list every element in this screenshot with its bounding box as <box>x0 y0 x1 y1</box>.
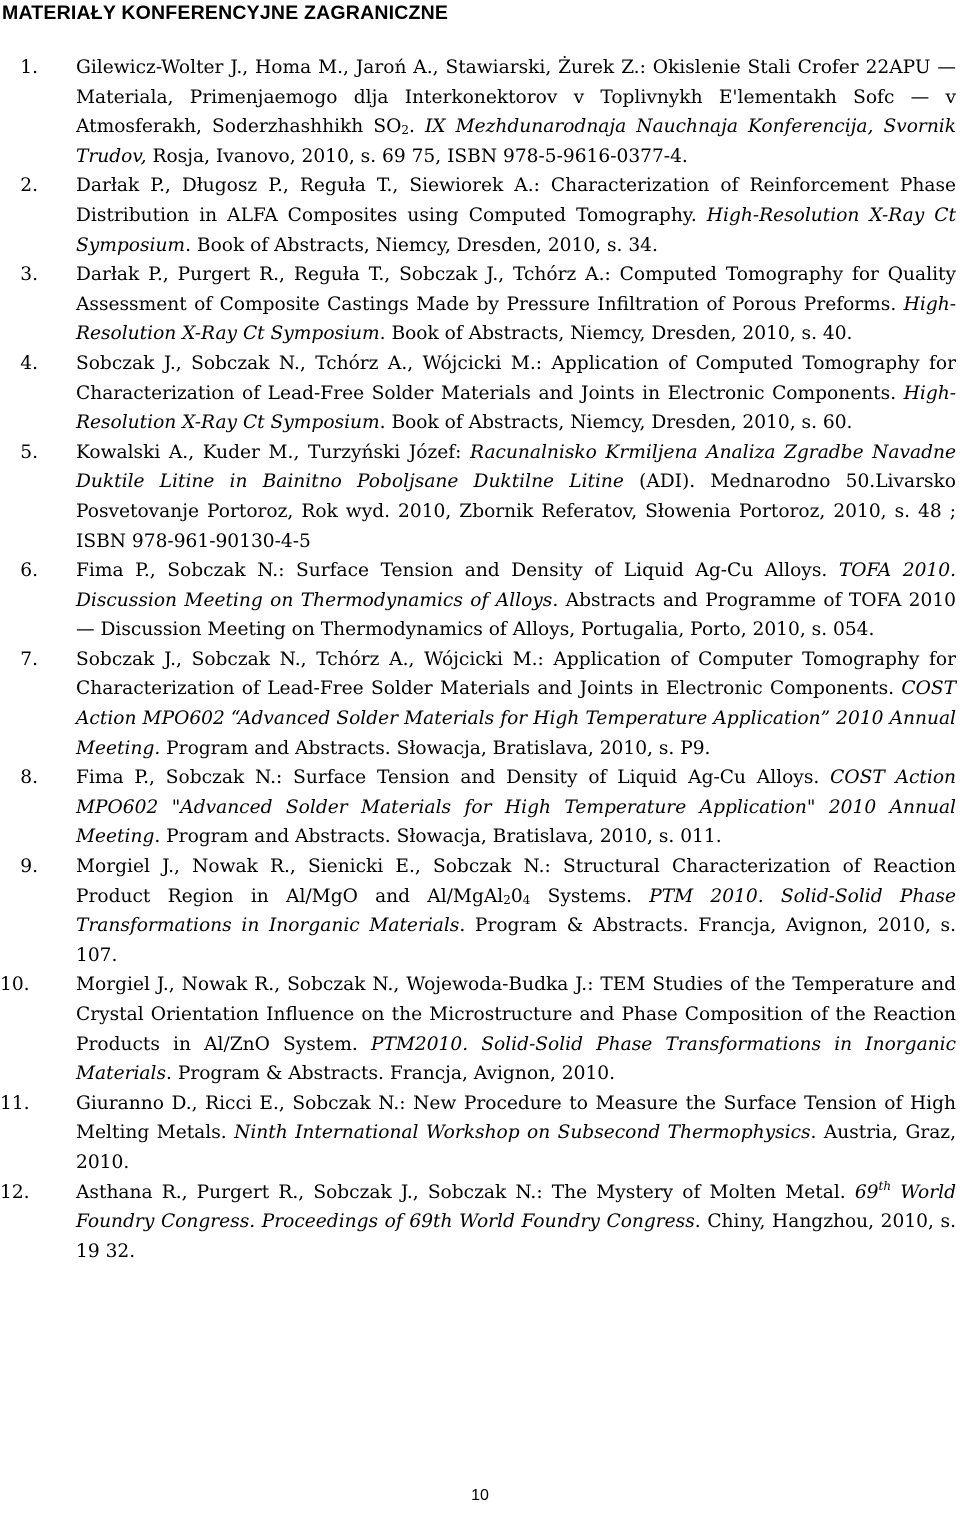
reference-number: 10. <box>0 974 30 996</box>
reference-text-segment: 69 <box>854 1181 879 1203</box>
reference-text-segment: Darłak P., Długosz P., Reguła T., Siewiorek A.: Characterization of Reinforcement Phase Distribution in ALFA Composites using Computed Tomography. <box>76 175 956 226</box>
reference-text-segment: Fima P., Sobczak N.: Surface Tension and Density of Liquid Ag-Cu Alloys. <box>76 767 831 789</box>
reference-text-segment: . Abstracts and Programme of TOFA 2010 — Discussion Meeting on Thermodynamics of Alloys, Portugalia, Porto, 2010, s. 054. <box>76 589 956 641</box>
reference-text-segment: Fima P., Sobczak N.: Surface Tension and Density of Liquid Ag-Cu Alloys. <box>76 560 839 582</box>
reference-text-segment: High-Resolution X-Ray Ct Symposium <box>76 293 956 345</box>
reference-text-segment: Racunalnisko Krmiljena Analiza Zgradbe Navadne Duktile Litine in Bainitno Poboljsane Duktilne Litine <box>76 441 956 493</box>
reference-text <box>76 260 958 349</box>
reference-text-segment: World Foundry Congress. Proceedings of 69th World Foundry Congress <box>76 1181 956 1233</box>
reference-number: 9. <box>20 856 38 878</box>
reference-text-segment: IX Mezhdunarodnaja Nauchnaja Konferencija, Svornik Trudov, <box>76 116 957 167</box>
reference-text <box>76 53 958 171</box>
reference-number: 5. <box>20 441 38 463</box>
reference-item <box>0 970 958 1088</box>
reference-text-segment: Morgiel J., Nowak R., Sobczak N., Wojewoda-Budka J.: TEM Studies of the Temperature and Crystal Orientation Influence on the Microstructure and Phase Composition of the Reaction Products in Al/ZnO System. <box>76 974 956 1055</box>
reference-text-segment: COST Action MPO602 "Advanced Solder Materials for High Temperature Application" 2010 Annual Meeting <box>76 767 956 848</box>
reference-text <box>76 556 958 645</box>
reference-text <box>76 970 958 1088</box>
reference-text-segment: Sobczak J., Sobczak N., Tchórz A., Wójcicki M.: Application of Computed Tomography for Characterization of Lead-Free Solder Materials and Joints in Electronic Components. <box>76 352 956 404</box>
reference-text-segment: 2 <box>401 123 409 138</box>
reference-text-segment: 2 <box>503 892 511 907</box>
reference-text-segment: Kowalski A., Kuder M., Turzyński Józef: <box>76 441 471 463</box>
reference-text-segment: . Program and Abstracts. Słowacja, Bratislava, 2010, s. 011. <box>154 826 722 848</box>
reference-item <box>0 852 958 970</box>
reference-number: 12. <box>0 1181 30 1203</box>
reference-item <box>0 171 958 260</box>
reference-text <box>76 438 958 556</box>
reference-text-segment: Rosja, Ivanovo, 2010, s. 69 75, ISBN 978-5-9616-0377-4. <box>146 145 688 167</box>
reference-number: 11. <box>0 1092 30 1114</box>
reference-text-segment: PTM2010. Solid-Solid Phase Transformations in Inorganic Materials <box>76 1033 956 1085</box>
section-heading: MATERIAŁY KONFERENCYJNE ZAGRANICZNE <box>2 2 449 24</box>
reference-item <box>0 645 958 763</box>
reference-text-segment: 0 <box>510 885 523 907</box>
reference-text <box>76 171 958 260</box>
reference-text <box>76 645 958 763</box>
reference-text-segment: High-Resolution X-Ray Ct Symposium <box>76 382 956 434</box>
reference-text-segment: . Program & Abstracts. Francja, Avignon, 2010, s. 107. <box>76 915 957 966</box>
reference-text-segment: (ADI). Mednarodno 50.Livarsko Posvetovanje Portoroz, Rok wyd. 2010, Zbornik Referatov, Słowenia Portoroz, 2010, s. 48 ; ISBN 978-961-90130-4-5 <box>76 471 956 552</box>
reference-text-segment: Ninth International Workshop on Subsecond Thermophysics <box>234 1122 811 1144</box>
reference-item <box>0 1178 958 1267</box>
reference-text-segment: . Program & Abstracts. Francja, Avignon, 2010. <box>166 1063 616 1085</box>
reference-number: 2. <box>20 175 38 197</box>
reference-item <box>0 556 958 645</box>
reference-item <box>0 260 958 349</box>
reference-number: 4. <box>20 352 38 374</box>
reference-item <box>0 763 958 852</box>
reference-text-segment: . Chiny, Hangzhou, 2010, s. 19 32. <box>76 1211 956 1262</box>
reference-text-segment: High-Resolution X-Ray Ct Symposium <box>76 204 957 256</box>
reference-text-segment: . <box>408 116 425 138</box>
reference-number: 6. <box>20 560 38 582</box>
reference-text-segment: Morgiel J., Nowak R., Sienicki E., Sobczak N.: Structural Characterization of Reaction Product Region in Al/MgO and Al/MgAl <box>76 856 956 907</box>
reference-text-segment: 4 <box>522 892 531 907</box>
reference-list <box>0 53 958 1266</box>
reference-number: 1. <box>20 57 38 78</box>
reference-item <box>0 438 958 556</box>
reference-text <box>76 852 958 970</box>
reference-text-segment: Gilewicz-Wolter J., Homa M., Jaroń A., Stawiarski, Żurek Z.: Okislenie Stali Crofer 22APU — Materiala, Primenjaemogo dlja Interkonektorov v Toplivnykh E'lementakh Sofc — v Atmosferakh, Soderzhashhikh SO <box>76 57 956 138</box>
reference-item <box>0 349 958 438</box>
reference-text-segment: . Book of Abstracts, Niemcy, Dresden, 2010, s. 60. <box>379 412 853 434</box>
reference-text-segment: Darłak P., Purgert R., Reguła T., Sobczak J., Tchórz A.: Computed Tomography for Quality Assessment of Composite Castings Made by Pressure Infiltration of Porous Preforms. <box>76 264 956 315</box>
reference-text-segment: Program and Abstracts. Słowacja, Bratislava, 2010, s. P9. <box>160 737 711 759</box>
reference-text <box>76 1178 958 1267</box>
reference-item <box>0 53 958 171</box>
reference-number: 7. <box>20 648 38 670</box>
reference-text-segment: PTM 2010. Solid-Solid Phase Transformations in Inorganic Materials <box>76 885 956 937</box>
reference-text-segment: . Book of Abstracts, Niemcy, Dresden, 2010, s. 34. <box>185 234 658 256</box>
reference-text-segment: Asthana R., Purgert R., Sobczak J., Sobczak N.: The Mystery of Molten Metal. <box>76 1181 855 1203</box>
reference-text-segment: Systems. <box>530 885 650 907</box>
reference-text-segment: TOFA 2010. Discussion Meeting on Thermodynamics of Alloys <box>76 560 956 611</box>
reference-text-segment: . Austria, Graz, 2010. <box>76 1122 957 1173</box>
reference-text-segment: th <box>878 1178 892 1193</box>
reference-text-segment: Giuranno D., Ricci E., Sobczak N.: New Procedure to Measure the Surface Tension of High Melting Metals. <box>76 1092 956 1144</box>
reference-text <box>76 349 958 438</box>
reference-text-segment: Sobczak J., Sobczak N., Tchórz A., Wójcicki M.: Application of Computer Tomography for Characterization of Lead-Free Solder Materials and Joints in Electronic Components. <box>76 648 956 700</box>
reference-number: 3. <box>20 264 38 286</box>
reference-text <box>76 763 958 852</box>
reference-text-segment: COST Action MPO602 “Advanced Solder Materials for High Temperature Application” 2010 Annual Meeting. <box>76 678 956 759</box>
page-number: 10 <box>471 1487 489 1504</box>
reference-number: 8. <box>20 767 38 789</box>
reference-item <box>0 1089 958 1178</box>
reference-text-segment: . Book of Abstracts, Niemcy, Dresden, 2010, s. 40. <box>379 323 853 345</box>
reference-text <box>76 1089 958 1178</box>
